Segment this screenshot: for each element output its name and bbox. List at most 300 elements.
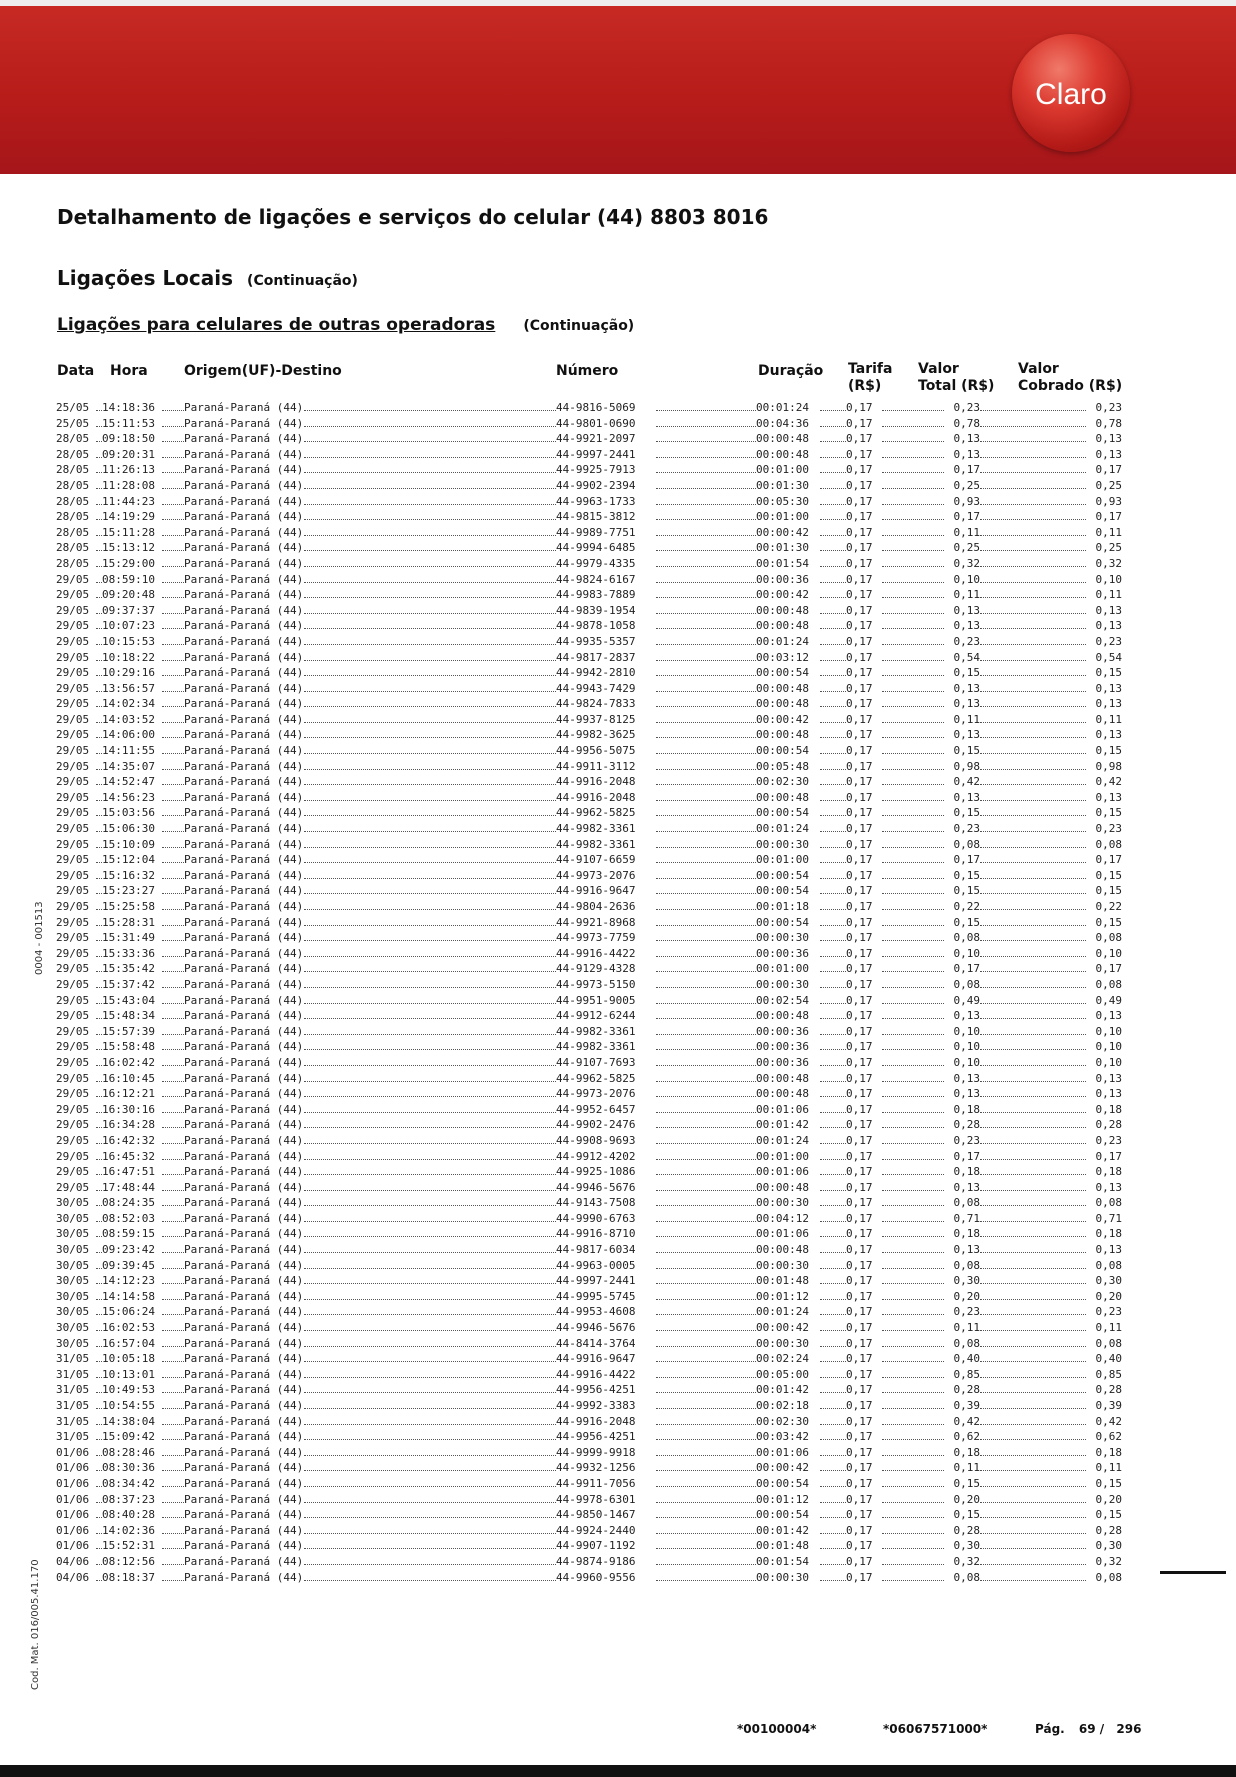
dotted-leader <box>162 410 184 411</box>
cell-duracao: 00:02:18 <box>756 1399 809 1412</box>
cell-valor-total: 0,10 <box>953 572 980 586</box>
cell-hora: 15:31:49 <box>102 931 155 945</box>
dotted-leader <box>162 862 184 863</box>
cell-duracao: 00:00:30 <box>756 837 809 851</box>
dotted-leader <box>304 1159 556 1160</box>
cell-tarifa: 0,17 <box>846 1133 873 1147</box>
dotted-leader <box>882 1361 944 1362</box>
dotted-leader <box>304 971 556 972</box>
cell-hora: 15:06:24 <box>102 1305 155 1319</box>
dotted-leader <box>656 410 756 411</box>
dotted-leader <box>980 597 1086 598</box>
cell-numero: 44-9916-2048 <box>556 790 636 804</box>
cell-numero: 44-9916-8710 <box>556 1227 636 1241</box>
cell-valor-total: 0,15 <box>953 666 980 680</box>
dotted-leader <box>162 488 184 489</box>
cell-tarifa: 0,17 <box>846 1461 873 1475</box>
dotted-leader <box>162 1377 184 1378</box>
cell-hora: 08:52:03 <box>102 1211 155 1225</box>
dotted-leader <box>304 1408 556 1409</box>
cell-hora: 08:28:46 <box>102 1445 155 1459</box>
page-number <box>1035 1722 1141 1736</box>
dotted-leader <box>820 1455 846 1456</box>
dotted-leader <box>980 550 1086 551</box>
cell-tarifa: 0,17 <box>846 1149 873 1163</box>
dotted-leader <box>980 566 1086 567</box>
cell-origem: Paraná-Paraná (44) <box>184 650 304 664</box>
dotted-leader <box>304 628 556 629</box>
dotted-leader <box>820 956 846 957</box>
cell-numero: 44-9902-2394 <box>556 478 636 492</box>
cell-duracao: 00:01:00 <box>756 962 809 976</box>
cell-duracao: 00:01:12 <box>756 1289 809 1303</box>
cell-data: 30/05 <box>56 1336 90 1350</box>
cell-valor-cobrado: 0,15 <box>1095 884 1122 898</box>
cell-hora: 08:59:10 <box>102 572 155 586</box>
cell-valor-total: 0,17 <box>953 853 980 867</box>
dotted-leader <box>820 878 846 879</box>
cell-numero: 44-9912-6244 <box>556 1009 636 1023</box>
cell-tarifa: 0,17 <box>846 401 873 414</box>
dotted-leader <box>304 909 556 910</box>
dotted-leader <box>820 1159 846 1160</box>
dotted-leader <box>980 488 1086 489</box>
cell-valor-cobrado: 0,13 <box>1095 681 1122 695</box>
cell-valor-total: 0,25 <box>953 541 980 555</box>
cell-duracao: 00:00:48 <box>756 447 809 461</box>
dotted-leader <box>162 1548 184 1549</box>
dotted-leader <box>304 566 556 567</box>
dotted-leader <box>656 1049 756 1050</box>
dotted-leader <box>656 925 756 926</box>
dotted-leader <box>162 1221 184 1222</box>
dotted-leader <box>820 1003 846 1004</box>
cell-valor-total: 0,15 <box>953 806 980 820</box>
dotted-leader <box>980 1096 1086 1097</box>
dotted-leader <box>162 784 184 785</box>
dotted-leader <box>304 457 556 458</box>
table-row <box>56 1476 1122 1492</box>
dotted-leader <box>882 535 944 536</box>
cell-duracao: 00:01:24 <box>756 1133 809 1147</box>
cell-numero: 44-9908-9693 <box>556 1133 636 1147</box>
cell-tarifa: 0,17 <box>846 1336 873 1350</box>
cell-valor-cobrado: 0,78 <box>1095 416 1122 430</box>
dotted-leader <box>820 769 846 770</box>
cell-valor-total: 0,62 <box>953 1430 980 1444</box>
dotted-leader <box>656 1346 756 1347</box>
cell-data: 29/05 <box>56 603 90 617</box>
table-row <box>56 852 1122 868</box>
dotted-leader <box>980 1486 1086 1487</box>
cell-tarifa: 0,17 <box>846 900 873 913</box>
cell-duracao: 00:00:36 <box>756 572 809 586</box>
cell-valor-cobrado: 0,15 <box>1095 666 1122 680</box>
cell-origem: Paraná-Paraná (44) <box>184 1383 304 1397</box>
dotted-leader <box>656 831 756 832</box>
dotted-leader <box>882 1299 944 1300</box>
cell-numero: 44-9982-3361 <box>556 1040 636 1054</box>
dotted-leader <box>656 550 756 551</box>
dotted-leader <box>882 815 944 816</box>
cell-valor-cobrado: 0,11 <box>1095 712 1122 726</box>
cell-valor-total: 0,30 <box>953 1274 980 1288</box>
cell-valor-cobrado: 0,42 <box>1095 1414 1122 1428</box>
cell-valor-total: 0,20 <box>953 1492 980 1506</box>
dotted-leader <box>656 1205 756 1206</box>
cell-origem: Paraná-Paraná (44) <box>184 1461 304 1475</box>
dotted-leader <box>820 1049 846 1050</box>
dotted-leader <box>656 1065 756 1066</box>
cell-origem: Paraná-Paraná (44) <box>184 1102 304 1116</box>
table-row <box>56 899 1122 915</box>
cell-data: 29/05 <box>56 681 90 695</box>
cell-hora: 14:02:34 <box>102 697 155 711</box>
dotted-leader <box>162 1096 184 1097</box>
dotted-leader <box>304 847 556 848</box>
dotted-leader <box>656 1470 756 1471</box>
cell-duracao: 00:03:12 <box>756 650 809 664</box>
cell-valor-total: 0,15 <box>953 868 980 882</box>
cell-tarifa: 0,17 <box>846 1476 873 1490</box>
cell-valor-total: 0,08 <box>953 1336 980 1350</box>
dotted-leader <box>304 1112 556 1113</box>
cell-numero: 44-9129-4328 <box>556 962 636 976</box>
cell-data: 04/06 <box>56 1570 90 1584</box>
cell-valor-cobrado: 0,32 <box>1095 556 1122 570</box>
cell-numero: 44-9801-0690 <box>556 416 636 430</box>
dotted-leader <box>820 1252 846 1253</box>
cell-valor-cobrado: 0,28 <box>1095 1118 1122 1132</box>
cell-tarifa: 0,17 <box>846 1508 873 1522</box>
table-row <box>56 1523 1122 1539</box>
dotted-leader <box>304 940 556 941</box>
cell-hora: 16:02:42 <box>102 1055 155 1069</box>
cell-tarifa: 0,17 <box>846 977 873 991</box>
cell-duracao: 00:00:48 <box>756 728 809 742</box>
section-heading <box>57 266 358 290</box>
cell-tarifa: 0,17 <box>846 1087 873 1101</box>
cell-data: 29/05 <box>56 1009 90 1023</box>
dotted-leader <box>162 1283 184 1284</box>
dotted-leader <box>882 784 944 785</box>
cell-data: 29/05 <box>56 1071 90 1085</box>
dotted-leader <box>656 535 756 536</box>
cell-tarifa: 0,17 <box>846 1383 873 1397</box>
logo-text: Claro <box>1035 78 1107 111</box>
cell-origem: Paraná-Paraná (44) <box>184 447 304 461</box>
footer-code-1: *00100004* <box>737 1722 817 1736</box>
page-label: Pág. <box>1035 1722 1065 1736</box>
dotted-leader <box>656 1533 756 1534</box>
cell-numero: 44-9963-1733 <box>556 494 636 508</box>
cell-tarifa: 0,17 <box>846 1289 873 1303</box>
dotted-leader <box>162 1346 184 1347</box>
cell-data: 29/05 <box>56 775 90 789</box>
cell-hora: 15:10:09 <box>102 837 155 851</box>
cell-valor-cobrado: 0,15 <box>1095 1476 1122 1490</box>
dotted-leader <box>656 1096 756 1097</box>
cell-valor-cobrado: 0,13 <box>1095 1087 1122 1101</box>
cell-valor-total: 0,42 <box>953 775 980 789</box>
dotted-leader <box>980 706 1086 707</box>
cell-valor-cobrado: 0,08 <box>1095 977 1122 991</box>
cell-tarifa: 0,17 <box>846 666 873 680</box>
dotted-leader <box>162 1299 184 1300</box>
cell-data: 04/06 <box>56 1554 90 1568</box>
table-row <box>56 1180 1122 1196</box>
cell-data: 29/05 <box>56 1024 90 1038</box>
dotted-leader <box>162 831 184 832</box>
dotted-leader <box>882 971 944 972</box>
dotted-leader <box>820 426 846 427</box>
dotted-leader <box>162 628 184 629</box>
cell-numero: 44-9817-6034 <box>556 1243 636 1257</box>
dotted-leader <box>304 1081 556 1082</box>
cell-numero: 44-9911-7056 <box>556 1476 636 1490</box>
cell-hora: 10:54:55 <box>102 1399 155 1412</box>
dotted-leader <box>882 504 944 505</box>
cell-origem: Paraná-Paraná (44) <box>184 1570 304 1584</box>
cell-data: 29/05 <box>56 915 90 929</box>
dotted-leader <box>304 1221 556 1222</box>
cell-origem: Paraná-Paraná (44) <box>184 634 304 648</box>
table-row <box>56 1351 1122 1367</box>
cell-hora: 15:23:27 <box>102 884 155 898</box>
cell-valor-cobrado: 0,20 <box>1095 1289 1122 1303</box>
dotted-leader <box>162 847 184 848</box>
dotted-leader <box>304 426 556 427</box>
cell-hora: 15:33:36 <box>102 946 155 960</box>
dotted-leader <box>882 722 944 723</box>
cell-origem: Paraná-Paraná (44) <box>184 572 304 586</box>
cell-valor-total: 0,20 <box>953 1289 980 1303</box>
table-row <box>56 1492 1122 1508</box>
cell-data: 25/05 <box>56 416 90 430</box>
cell-hora: 08:59:15 <box>102 1227 155 1241</box>
cell-data: 28/05 <box>56 463 90 477</box>
table-row <box>56 1304 1122 1320</box>
cell-numero: 44-9902-2476 <box>556 1118 636 1132</box>
table-row <box>56 618 1122 634</box>
cell-hora: 09:20:48 <box>102 588 155 602</box>
dotted-leader <box>162 1127 184 1128</box>
cell-data: 01/06 <box>56 1508 90 1522</box>
cell-valor-total: 0,13 <box>953 1180 980 1194</box>
cell-valor-cobrado: 0,32 <box>1095 1554 1122 1568</box>
call-list <box>56 400 1122 1585</box>
cell-numero: 44-9956-4251 <box>556 1383 636 1397</box>
cell-valor-total: 0,30 <box>953 1539 980 1553</box>
cell-duracao: 00:00:30 <box>756 1258 809 1272</box>
cell-hora: 15:43:04 <box>102 993 155 1007</box>
cell-numero: 44-9874-9186 <box>556 1554 636 1568</box>
dotted-leader <box>304 706 556 707</box>
dotted-leader <box>980 457 1086 458</box>
cell-valor-cobrado: 0,23 <box>1095 401 1122 414</box>
dotted-leader <box>656 597 756 598</box>
dotted-leader <box>882 1096 944 1097</box>
cell-valor-total: 0,78 <box>953 416 980 430</box>
cell-numero: 44-9973-5150 <box>556 977 636 991</box>
cell-data: 29/05 <box>56 837 90 851</box>
cell-data: 01/06 <box>56 1476 90 1490</box>
cell-data: 29/05 <box>56 822 90 836</box>
cell-hora: 15:29:00 <box>102 556 155 570</box>
dotted-leader <box>980 675 1086 676</box>
cell-origem: Paraná-Paraná (44) <box>184 1445 304 1459</box>
cell-origem: Paraná-Paraná (44) <box>184 1289 304 1303</box>
dotted-leader <box>304 675 556 676</box>
dotted-leader <box>820 613 846 614</box>
cell-valor-cobrado: 0,10 <box>1095 1024 1122 1038</box>
cell-hora: 14:38:04 <box>102 1414 155 1428</box>
cell-duracao: 00:01:06 <box>756 1102 809 1116</box>
dotted-leader <box>882 1564 944 1565</box>
cell-tarifa: 0,17 <box>846 1055 873 1069</box>
cell-data: 29/05 <box>56 619 90 633</box>
dotted-leader <box>820 1096 846 1097</box>
cell-origem: Paraná-Paraná (44) <box>184 541 304 555</box>
dotted-leader <box>980 722 1086 723</box>
cell-valor-total: 0,98 <box>953 759 980 773</box>
cell-numero: 44-9999-9918 <box>556 1445 636 1459</box>
cell-hora: 15:12:04 <box>102 853 155 867</box>
dotted-leader <box>980 1455 1086 1456</box>
cell-valor-cobrado: 0,18 <box>1095 1445 1122 1459</box>
table-row <box>56 727 1122 743</box>
cell-duracao: 00:00:54 <box>756 806 809 820</box>
cell-valor-total: 0,28 <box>953 1118 980 1132</box>
dotted-leader <box>882 1314 944 1315</box>
dotted-leader <box>656 1424 756 1425</box>
dotted-leader <box>656 1502 756 1503</box>
cell-data: 31/05 <box>56 1367 90 1381</box>
cell-valor-total: 0,23 <box>953 634 980 648</box>
dotted-leader <box>162 457 184 458</box>
dotted-leader <box>656 1548 756 1549</box>
dotted-leader <box>820 628 846 629</box>
cell-hora: 10:05:18 <box>102 1352 155 1366</box>
dotted-leader <box>656 1268 756 1269</box>
cell-hora: 10:15:53 <box>102 634 155 648</box>
dotted-leader <box>304 1361 556 1362</box>
cell-tarifa: 0,17 <box>846 681 873 695</box>
cell-tarifa: 0,17 <box>846 728 873 742</box>
dotted-leader <box>656 737 756 738</box>
dotted-leader <box>304 1049 556 1050</box>
cell-valor-cobrado: 0,08 <box>1095 837 1122 851</box>
dotted-leader <box>656 815 756 816</box>
cell-numero: 44-9953-4608 <box>556 1305 636 1319</box>
dotted-leader <box>304 1127 556 1128</box>
cell-data: 30/05 <box>56 1321 90 1335</box>
dotted-leader <box>980 1564 1086 1565</box>
dotted-leader <box>980 1470 1086 1471</box>
cell-valor-total: 0,17 <box>953 962 980 976</box>
cell-duracao: 00:05:30 <box>756 494 809 508</box>
cell-duracao: 00:01:00 <box>756 853 809 867</box>
dotted-leader <box>656 582 756 583</box>
table-row <box>56 1258 1122 1274</box>
dotted-leader <box>882 691 944 692</box>
cell-tarifa: 0,17 <box>846 1071 873 1085</box>
cell-data: 31/05 <box>56 1414 90 1428</box>
dotted-leader <box>820 722 846 723</box>
dotted-leader <box>656 613 756 614</box>
cell-duracao: 00:00:30 <box>756 1196 809 1210</box>
cell-hora: 15:25:58 <box>102 900 155 913</box>
cell-valor-cobrado: 0,85 <box>1095 1367 1122 1381</box>
cell-duracao: 00:01:12 <box>756 1492 809 1506</box>
dotted-leader <box>882 706 944 707</box>
cell-tarifa: 0,17 <box>846 634 873 648</box>
cell-numero: 44-9952-6457 <box>556 1102 636 1116</box>
dotted-leader <box>980 831 1086 832</box>
table-row <box>56 1226 1122 1242</box>
cell-hora: 14:35:07 <box>102 759 155 773</box>
cell-tarifa: 0,17 <box>846 884 873 898</box>
cell-origem: Paraná-Paraná (44) <box>184 931 304 945</box>
cell-valor-total: 0,17 <box>953 463 980 477</box>
dotted-leader <box>656 1034 756 1035</box>
dotted-leader <box>162 1065 184 1066</box>
dotted-leader <box>980 971 1086 972</box>
dotted-leader <box>656 457 756 458</box>
cell-numero: 44-9824-7833 <box>556 697 636 711</box>
dotted-leader <box>304 1346 556 1347</box>
dotted-leader <box>980 1424 1086 1425</box>
cell-duracao: 00:02:30 <box>756 775 809 789</box>
cell-data: 29/05 <box>56 962 90 976</box>
cell-data: 29/05 <box>56 1133 90 1147</box>
cell-tarifa: 0,17 <box>846 619 873 633</box>
dotted-leader <box>304 519 556 520</box>
dotted-leader <box>820 1081 846 1082</box>
table-row <box>56 650 1122 666</box>
cell-duracao: 00:03:42 <box>756 1430 809 1444</box>
dotted-leader <box>656 940 756 941</box>
cell-origem: Paraná-Paraná (44) <box>184 1508 304 1522</box>
cell-hora: 14:06:00 <box>102 728 155 742</box>
cell-hora: 09:39:45 <box>102 1258 155 1272</box>
dotted-leader <box>882 1377 944 1378</box>
dotted-leader <box>162 1112 184 1113</box>
dotted-leader <box>656 1221 756 1222</box>
cell-valor-cobrado: 0,71 <box>1095 1211 1122 1225</box>
dotted-leader <box>820 1314 846 1315</box>
dotted-leader <box>304 1299 556 1300</box>
dotted-leader <box>162 706 184 707</box>
cell-duracao: 00:01:30 <box>756 541 809 555</box>
dotted-leader <box>656 1159 756 1160</box>
dotted-leader <box>304 769 556 770</box>
cell-valor-cobrado: 0,13 <box>1095 603 1122 617</box>
table-row <box>56 743 1122 759</box>
table-row <box>56 1570 1122 1586</box>
dotted-leader <box>980 909 1086 910</box>
cell-valor-total: 0,40 <box>953 1352 980 1366</box>
cell-tarifa: 0,17 <box>846 962 873 976</box>
cell-data: 28/05 <box>56 447 90 461</box>
dotted-leader <box>656 426 756 427</box>
cell-origem: Paraná-Paraná (44) <box>184 822 304 836</box>
table-row <box>56 1055 1122 1071</box>
dotted-leader <box>162 1486 184 1487</box>
dotted-leader <box>820 1034 846 1035</box>
cell-data: 29/05 <box>56 790 90 804</box>
cell-origem: Paraná-Paraná (44) <box>184 1040 304 1054</box>
